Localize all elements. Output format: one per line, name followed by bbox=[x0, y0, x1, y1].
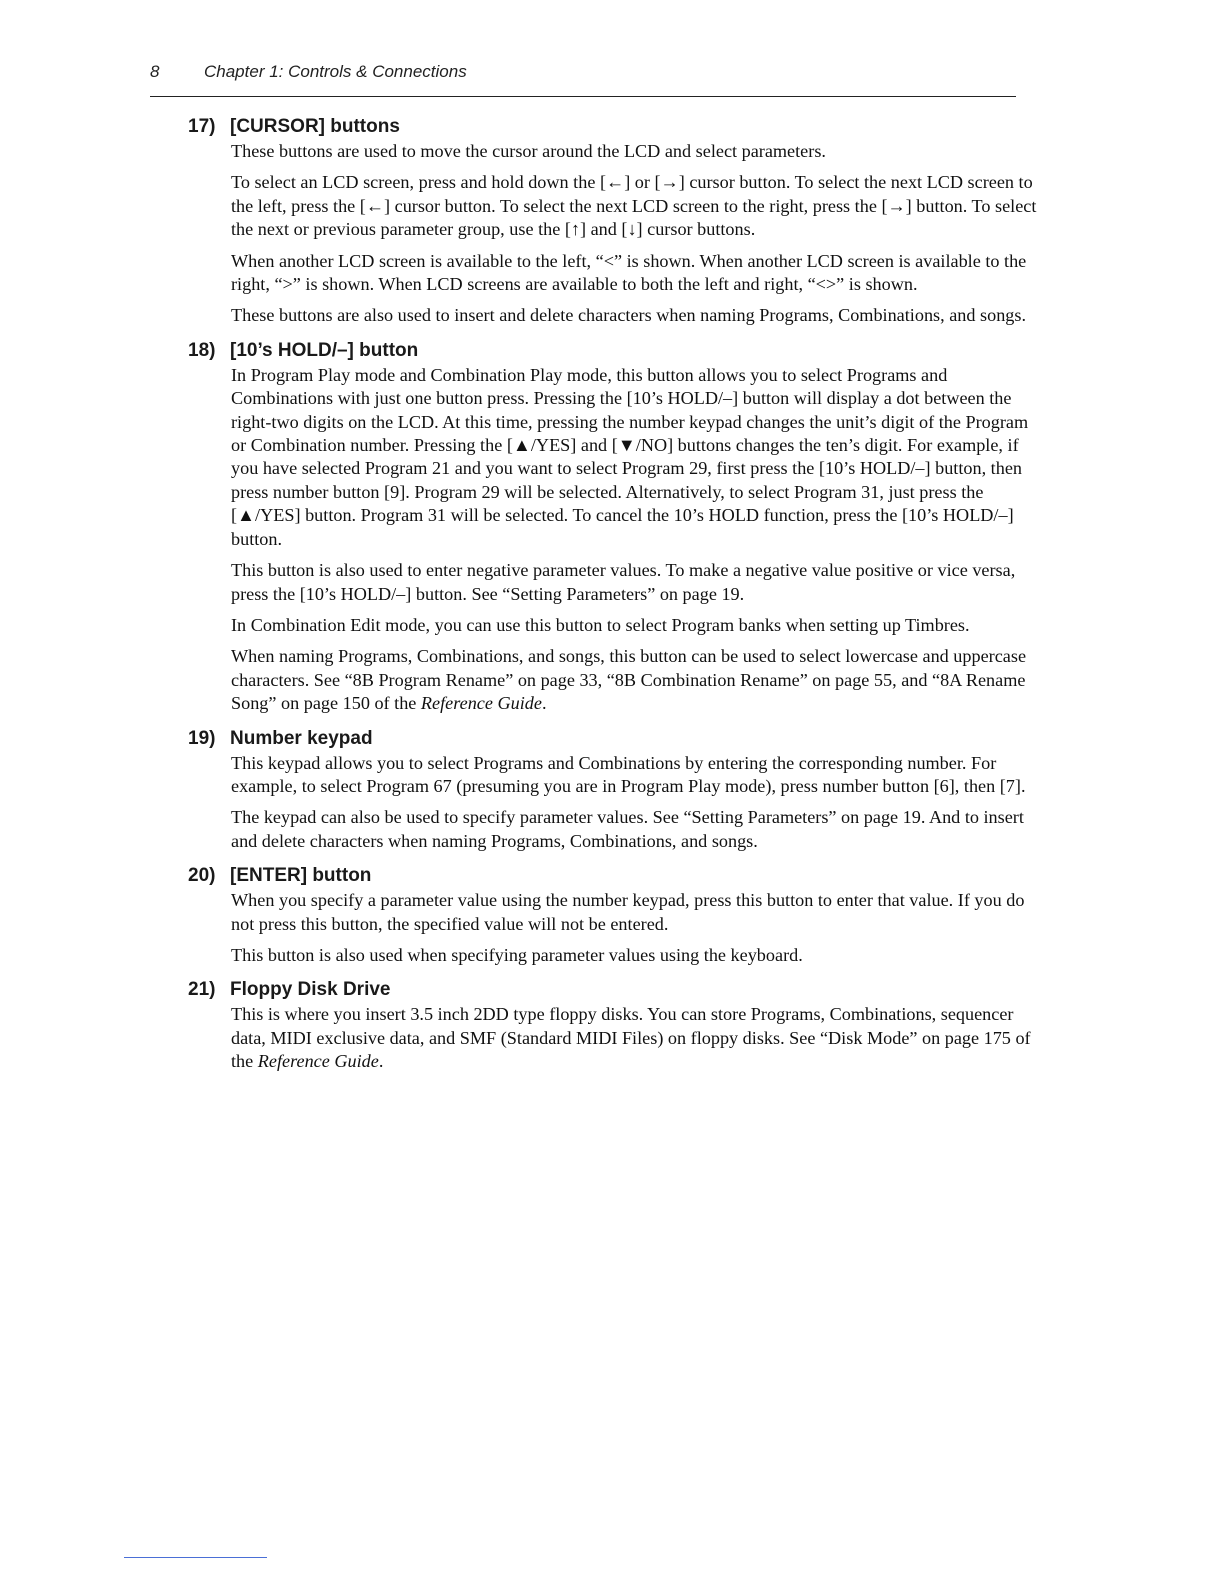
section-17 bbox=[0, 114, 1224, 328]
section-heading bbox=[188, 114, 1224, 140]
section-19 bbox=[0, 726, 1224, 854]
section-number: 17) bbox=[188, 116, 216, 137]
footer-line bbox=[124, 1557, 267, 1558]
section-number: 18) bbox=[188, 339, 216, 361]
page-header bbox=[150, 62, 1015, 82]
section-heading bbox=[188, 338, 1224, 364]
paragraph bbox=[231, 645, 1039, 715]
section-title: [10’s HOLD/–] button bbox=[230, 339, 419, 361]
section-heading bbox=[188, 726, 1224, 752]
section-heading bbox=[188, 863, 1224, 889]
paragraph: The keypad can also be used to specify parameter values. See “Setting Parameters” on page 19. And to insert and delete characters when naming Programs, Combinations, and songs. bbox=[231, 807, 1024, 851]
paragraph: When you specify a parameter value using the number keypad, press this button to enter that value. If you do not press this button, the specified value will not be entered. bbox=[231, 890, 1025, 934]
section-number: 20) bbox=[188, 865, 216, 887]
paragraph: This button is also used to enter negative parameter values. To make a negative value positive or vice versa, press the [10’s HOLD/–] button. See “Setting Parameters” on page 19. bbox=[231, 560, 1016, 604]
section-title: Floppy Disk Drive bbox=[230, 979, 391, 1001]
paragraph: In Combination Edit mode, you can use this button to select Program banks when setting up Timbres. bbox=[231, 614, 970, 635]
main-content bbox=[0, 114, 1224, 1084]
section-number: 21) bbox=[188, 979, 216, 1001]
section-21 bbox=[0, 977, 1224, 1073]
page-number: 8 bbox=[150, 62, 160, 81]
paragraph-end: . bbox=[378, 1051, 384, 1072]
section-18 bbox=[0, 338, 1224, 716]
paragraph bbox=[231, 1003, 1039, 1073]
paragraph: When another LCD screen is available to the left, “<” is shown. When another LCD screen is available to the right, “>” is shown. When LCD screens are available to both the left and right, “<>” is shown. bbox=[231, 250, 1027, 295]
paragraph: These buttons are also used to insert and delete characters when naming Programs, Combinations, and songs. bbox=[231, 305, 1027, 326]
section-title: Number keypad bbox=[230, 727, 373, 749]
section-heading bbox=[188, 977, 1224, 1003]
paragraph: This keypad allows you to select Programs and Combinations by entering the corresponding number. For example, to select Program 67 (presuming you are in Program Play mode), press number button [6], then [7]. bbox=[231, 752, 1026, 796]
paragraph: These buttons are used to move the cursor around the LCD and select parameters. bbox=[231, 141, 826, 161]
section-title: [CURSOR] buttons bbox=[230, 116, 400, 137]
section-number: 19) bbox=[188, 727, 216, 749]
paragraph-text: This is where you insert 3.5 inch 2DD type floppy disks. You can store Programs, Combinations, sequencer data, MIDI exclusive data, and SMF (Standard MIDI Files) on floppy disks. See “Disk Mode” on page 175 of the bbox=[231, 1004, 1031, 1072]
reference-guide-title: Reference Guide bbox=[420, 693, 542, 714]
paragraph: This button is also used when specifying parameter values using the keyboard. bbox=[231, 944, 803, 965]
section-20 bbox=[0, 863, 1224, 967]
section-title: [ENTER] button bbox=[230, 865, 372, 887]
paragraph: To select an LCD screen, press and hold down the [←] or [→] cursor button. To select the next LCD screen to the left, press the [←] cursor button. To select the next LCD screen to the right, press the [→] button. To select the next or previous parameter group, use the [↑] and [↓] cursor buttons. bbox=[231, 172, 1037, 240]
reference-guide-title: Reference Guide bbox=[257, 1051, 379, 1072]
paragraph-text: When naming Programs, Combinations, and songs, this button can be used to select lowercase and uppercase characters. See “8B Program Rename” on page 33, “8B Combination Rename” on page 55, and “8A Rename Song” on page 150 of the bbox=[231, 646, 1027, 714]
paragraph: In Program Play mode and Combination Play mode, this button allows you to select Programs and Combinations with just one button press. Pressing the [10’s HOLD/–] button will display a dot between the right-two digits on the LCD. At this time, pressing the number keypad changes the unit’s digit of the Program or Combination number. Pressing the [▲/YES] and [▼/NO] buttons changes the ten’s digit. For example, if you have selected Program 21 and you want to select Program 29, first press the [10’s HOLD/–] button, then press number button [9]. Program 29 will be selected. Alternatively, to select Program 31, just press the [▲/YES] button. Program 31 will be selected. To cancel the 10’s HOLD function, press the [10’s HOLD/–] button. bbox=[231, 364, 1029, 549]
header-rule bbox=[150, 96, 1016, 97]
paragraph-end: . bbox=[541, 693, 547, 714]
chapter-title: Chapter 1: Controls & Connections bbox=[204, 62, 467, 81]
